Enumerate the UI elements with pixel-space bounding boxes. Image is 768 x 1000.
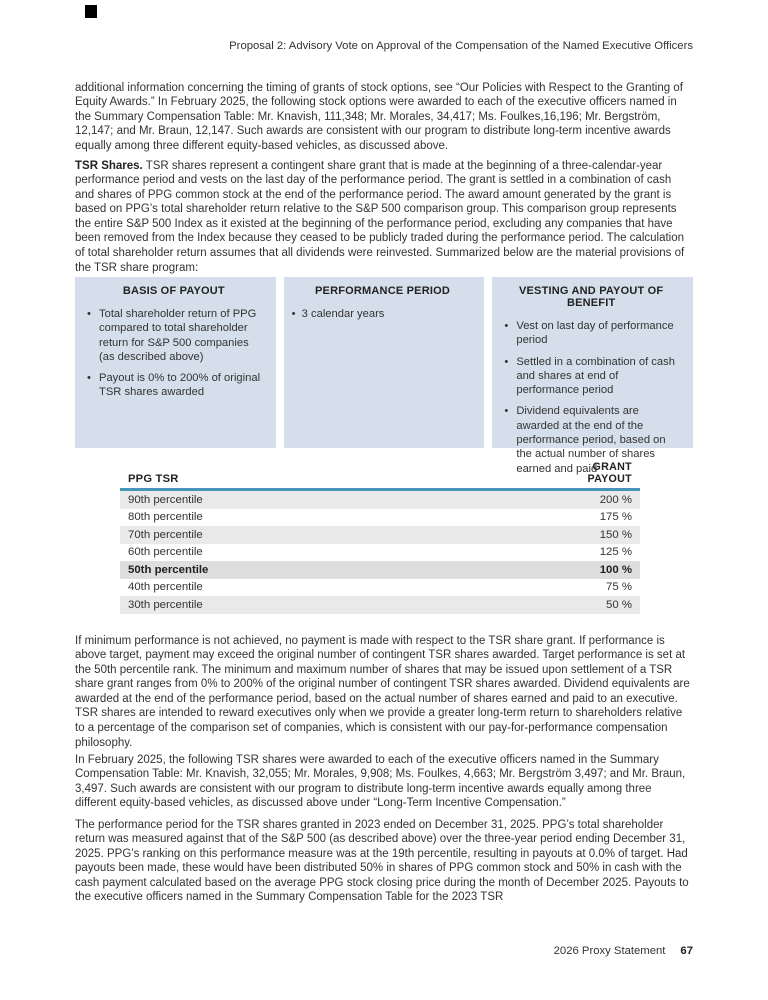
tsr-shares-body: TSR shares represent a contingent share grant that is made at the beginning of a three-calendar-year performance period and vests on the last day of the performance period. The grant is settled in a combination of cash and shares of PPG common stock at the end of the performance period. The award amount generated by the grant is based on PPG’s total shareholder return relative to the S&P 500 comparison group. This comparison group represents the entire S&P 500 Index as it existed at the beginning of the performance period, excluding any companies that have been removed from the Index because they ceased to be publicly traded during the performance period. The calculation of total shareholder return assumes that all dividends were reinvested. Summarized below are the material provisions of the TSR share program: (75, 159, 685, 274)
tsr-shares-lead-in: TSR Shares. (75, 159, 143, 172)
tsr-percentile-cell: 80th percentile (128, 511, 203, 524)
grant-payout-cell: 75 % (606, 581, 632, 594)
grant-payout-cell: 150 % (599, 528, 632, 541)
provision-box-basis-of-payout (75, 277, 276, 448)
table-row (120, 596, 640, 614)
bullet-text: Settled in a combination of cash and shares at end of performance period (516, 355, 675, 397)
grant-payout-cell: 200 % (599, 493, 632, 506)
bullet-text: Total shareholder return of PPG compared to total shareholder return for S&P 500 companies (as described above) (99, 308, 257, 363)
bullet-icon: • (291, 308, 296, 320)
page-footer (75, 945, 693, 957)
bullet-icon: • (504, 320, 509, 332)
table-header-row (120, 462, 640, 488)
box-title: BASIS OF PAYOUT (122, 285, 225, 297)
tsr-percentile-cell: 50th percentile (128, 563, 209, 576)
bullet-item (81, 307, 267, 364)
bullet-text: Vest on last day of performance period (516, 320, 674, 347)
bullet-icon: • (87, 308, 91, 320)
table-row (120, 491, 640, 509)
grant-payout-cell: 50 % (606, 598, 632, 611)
bullet-text: Payout is 0% to 200% of original TSR shares awarded (99, 372, 261, 399)
minimum-performance-paragraph: If minimum performance is not achieved, no payment is made with respect to the TSR share grant. If performance is above target, payment may exceed the original number of contingent TSR shares awarded. Target performance is set at the 50th percentile rank. The minimum and maximum number of shares that may be issued upon settlement of a TSR share grant ranges from 0% to 200% of the original number of contingent TSR shares awarded. Dividend equivalents are awarded at the end of the performance period, based on the actual number of shares earned and paid to an executive. TSR shares are intended to reward executives only when we provide a greater long-term return to shareholders relative to a percentage of the comparison set of companies, which is consistent with our pay-for-performance compensation philosophy. (75, 634, 690, 749)
table-row (120, 526, 640, 544)
bullet-icon: • (504, 355, 509, 368)
running-header: Proposal 2: Advisory Vote on Approval of the Compensation of the Named Executive Officers (229, 40, 693, 52)
footer-label: 2026 Proxy Statement (553, 945, 666, 957)
bullet-item (498, 319, 684, 348)
bullet-text: Dividend equivalents are awarded at the end of the performance period, based on the actual number of shares earned and paid (516, 405, 666, 475)
tsr-percentile-cell: 70th percentile (128, 528, 203, 541)
page-number: 67 (680, 945, 693, 957)
tsr-percentile-cell: 60th percentile (128, 546, 203, 559)
provision-box-performance-period (284, 277, 485, 448)
grant-payout-cell: 125 % (599, 546, 632, 559)
ppg-tsr-column-header: PPG TSR (128, 473, 179, 485)
bullet-item (498, 355, 684, 398)
tsr-percentile-cell: 30th percentile (128, 598, 203, 611)
tsr-shares-paragraph (75, 159, 693, 276)
bullet-item (290, 307, 476, 321)
table-row (120, 509, 640, 527)
grant-payout-column-header: GRANT PAYOUT (587, 461, 632, 485)
february-awards-paragraph: In February 2025, the following TSR shares were awarded to each of the executive officers named in the Summary Compensation Table: Mr. Knavish, 32,055; Mr. Morales, 9,908; Ms. Foulkes, 4,663; Mr. Bergström 3,497; and Mr. Braun, 3,497. Such awards are consistent with our program to distribute long-term incentive awards equally among three different equity-based vehicles, as discussed above under “Long-Term Incentive Compensation.” (75, 753, 686, 810)
performance-period-paragraph: The performance period for the TSR shares granted in 2023 ended on December 31, 2025. PPG’s total shareholder return was measured against that of the S&P 500 (as described above) over the three-year period ending December 31, 2025. PPG’s ranking on this performance measure was at the 19th percentile, resulting in payouts at 0.0% of target. Had payouts been made, these would have been distributed 50% in shares of PPG common stock and 50% in cash with the cash payment calculated based on the average PPG stock closing price during the month of December 2025. Payouts to the executive officers named in the Summary Compensation Table for the 2023 TSR (75, 818, 689, 904)
table-row (120, 579, 640, 597)
table-row (120, 544, 640, 562)
box-title: PERFORMANCE PERIOD (315, 285, 450, 297)
print-artifact-mark (85, 5, 97, 18)
bullet-item (81, 371, 267, 400)
bullet-icon: • (87, 372, 91, 385)
table-row-target-highlight (120, 561, 640, 579)
tsr-percentile-cell: 90th percentile (128, 493, 203, 506)
grant-payout-cell: 175 % (599, 511, 632, 524)
tsr-percentile-cell: 40th percentile (128, 581, 203, 594)
box-title: VESTING AND PAYOUT OF BENEFIT (518, 285, 664, 309)
bullet-icon: • (504, 405, 509, 418)
tsr-payout-table (120, 462, 640, 614)
grant-payout-cell: 100 % (599, 563, 632, 576)
intro-paragraph: additional information concerning the timing of grants of stock options, see “Our Policies with Respect to the Granting of Equity Awards.” In February 2025, the following stock options were awarded to each of the executive officers named in the Summary Compensation Table: Mr. Knavish, 111,348; Mr. Morales, 34,417; Ms. Foulkes,16,196; Mr. Bergström, 12,147; and Mr. Braun, 12,147. Such awards are consistent with our program to distribute long-term incentive awards equally among three different equity-based vehicles, as discussed above. (75, 81, 683, 152)
bullet-text: 3 calendar years (301, 308, 385, 320)
